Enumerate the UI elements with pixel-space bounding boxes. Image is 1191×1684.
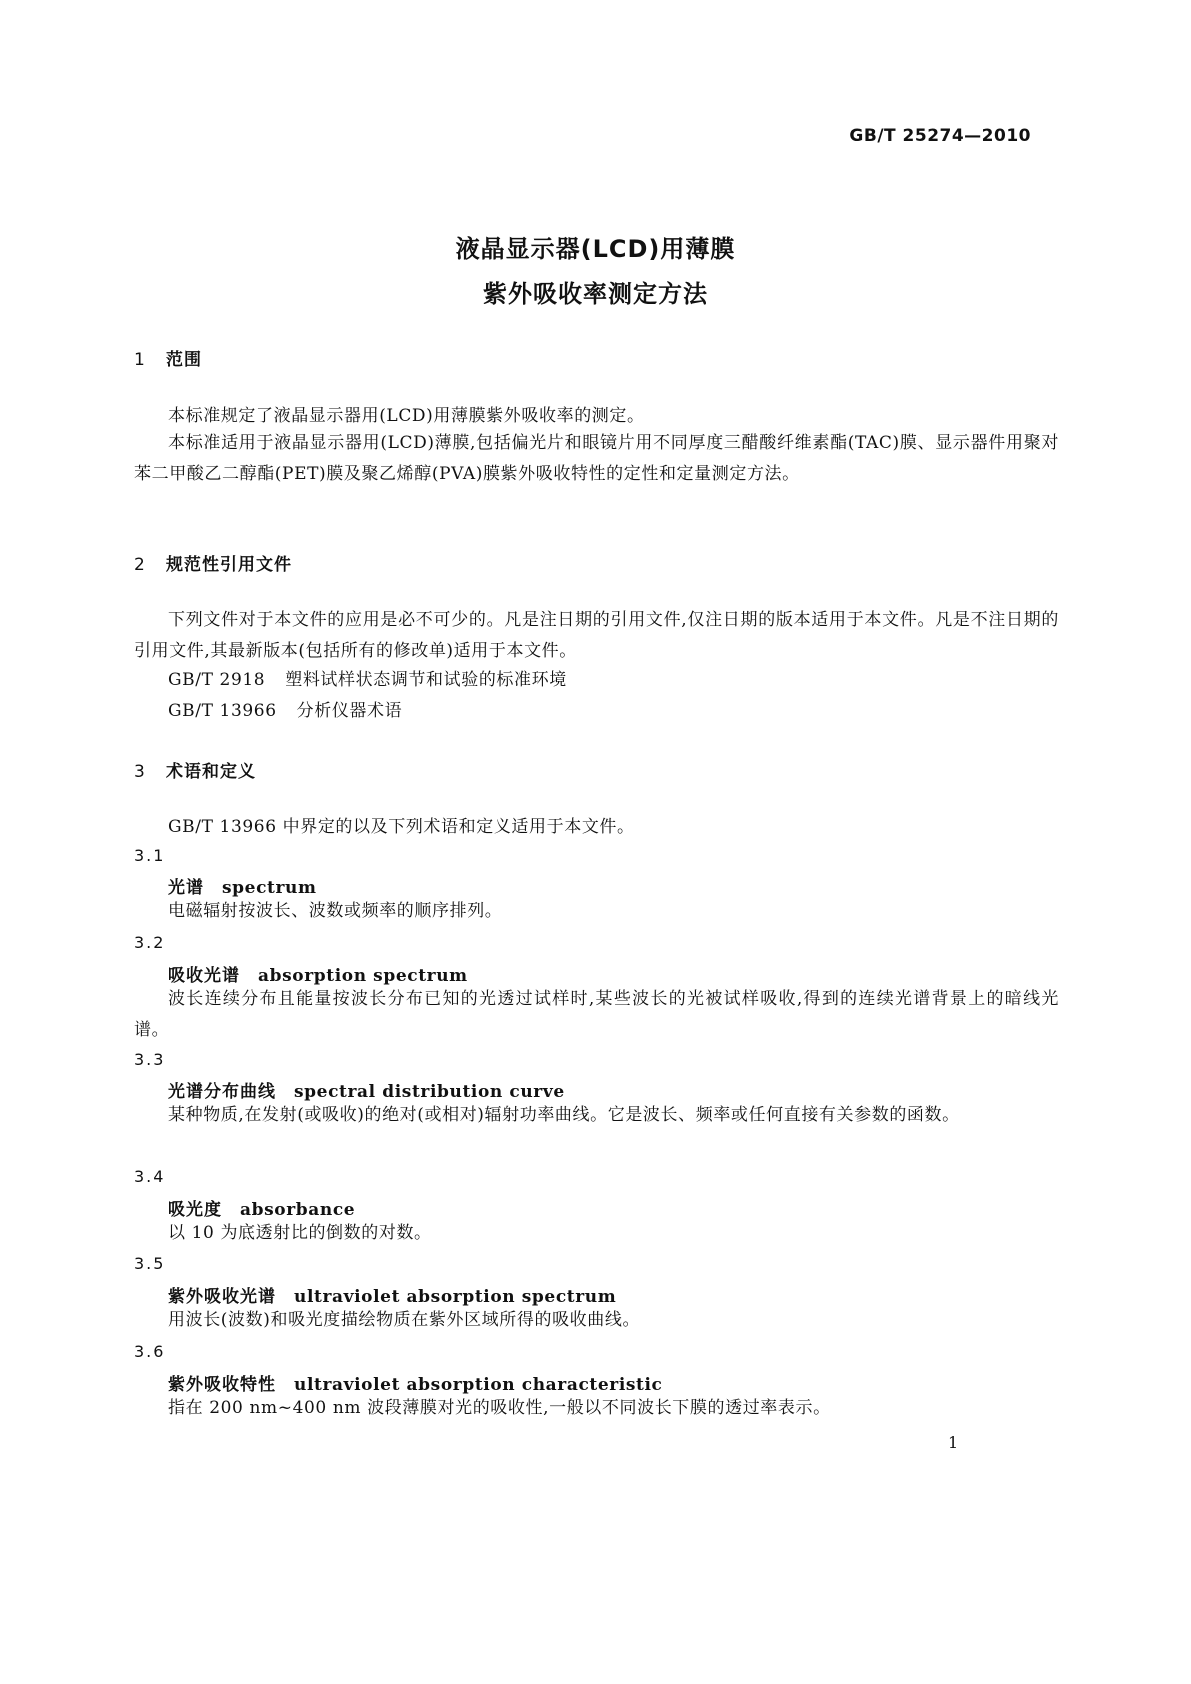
term-heading	[168, 1077, 565, 1102]
term-heading	[168, 1282, 616, 1307]
term-number: 3.3	[134, 1050, 166, 1069]
term-heading	[168, 873, 317, 898]
reference-title: 分析仪器术语	[296, 701, 403, 721]
term-chinese: 吸光度	[168, 1200, 222, 1220]
term-english: ultraviolet absorption spectrum	[294, 1287, 617, 1307]
term-definition: 用波长(波数)和吸光度描绘物质在紫外区域所得的吸收曲线。	[168, 1310, 641, 1330]
section-3-heading	[134, 757, 256, 782]
section-1-paragraph-1: 本标准规定了液晶显示器用(LCD)用薄膜紫外吸收率的测定。	[168, 406, 645, 426]
term-chinese: 紫外吸收光谱	[168, 1287, 276, 1307]
term-chinese: 光谱分布曲线	[168, 1082, 276, 1102]
section-1-paragraph-2: 本标准适用于液晶显示器用(LCD)薄膜,包括偏光片和眼镜片用不同厚度三醋酸纤维素酯(TAC)膜、显示器件用聚对苯二甲酸乙二醇酯(PET)膜及聚乙烯醇(PVA)膜紫外吸收特性的定性和定量测定方法。	[134, 433, 1059, 484]
term-definition: 波长连续分布且能量按波长分布已知的光透过试样时,某些波长的光被试样吸收,得到的连续光谱背景上的暗线光谱。	[134, 989, 1059, 1040]
section-number: 2	[134, 555, 146, 575]
document-title-line2: 紫外吸收率测定方法	[483, 280, 708, 308]
term-definition: 指在 200 nm~400 nm 波段薄膜对光的吸收性,一般以不同波长下膜的透过率表示。	[168, 1398, 831, 1418]
document-title-line1: 液晶显示器(LCD)用薄膜	[455, 235, 736, 263]
section-2-paragraph-1: 下列文件对于本文件的应用是必不可少的。凡是注日期的引用文件,仅注日期的版本适用于本文件。凡是不注日期的引用文件,其最新版本(包括所有的修改单)适用于本文件。	[134, 610, 1059, 661]
term-english: absorption spectrum	[258, 966, 468, 986]
reference-code: GB/T 13966	[168, 701, 277, 721]
term-chinese: 吸收光谱	[168, 966, 240, 986]
section-title: 范围	[166, 350, 202, 370]
section-number: 1	[134, 350, 146, 370]
reference-title: 塑料试样状态调节和试验的标准环境	[285, 670, 567, 690]
reference-code: GB/T 2918	[168, 670, 266, 690]
term-english: ultraviolet absorption characteristic	[294, 1375, 663, 1395]
term-english: spectral distribution curve	[294, 1082, 565, 1102]
reference-item	[168, 696, 402, 721]
section-number: 3	[134, 762, 146, 782]
term-number: 3.1	[134, 846, 166, 865]
term-definition: 某种物质,在发射(或吸收)的绝对(或相对)辐射功率曲线。它是波长、频率或任何直接有关参数的函数。	[168, 1105, 960, 1125]
page-number: 1	[948, 1433, 959, 1452]
term-heading	[168, 1370, 663, 1395]
term-definition: 电磁辐射按波长、波数或频率的顺序排列。	[168, 901, 503, 921]
term-definition: 以 10 为底透射比的倒数的对数。	[168, 1223, 432, 1243]
term-english: absorbance	[240, 1200, 356, 1220]
term-chinese: 紫外吸收特性	[168, 1375, 276, 1395]
section-1-heading	[134, 345, 202, 370]
section-3-intro: GB/T 13966 中界定的以及下列术语和定义适用于本文件。	[168, 817, 635, 837]
term-number: 3.6	[134, 1342, 166, 1361]
term-heading	[168, 1195, 355, 1220]
term-english: spectrum	[222, 878, 317, 898]
term-heading	[168, 961, 468, 986]
reference-item	[168, 665, 567, 690]
term-number: 3.2	[134, 933, 166, 952]
section-2-heading	[134, 550, 292, 575]
standard-code: GB/T 25274—2010	[849, 126, 1031, 146]
section-title: 术语和定义	[166, 762, 256, 782]
term-number: 3.4	[134, 1167, 166, 1186]
term-number: 3.5	[134, 1254, 166, 1273]
term-chinese: 光谱	[168, 878, 204, 898]
section-title: 规范性引用文件	[166, 555, 292, 575]
